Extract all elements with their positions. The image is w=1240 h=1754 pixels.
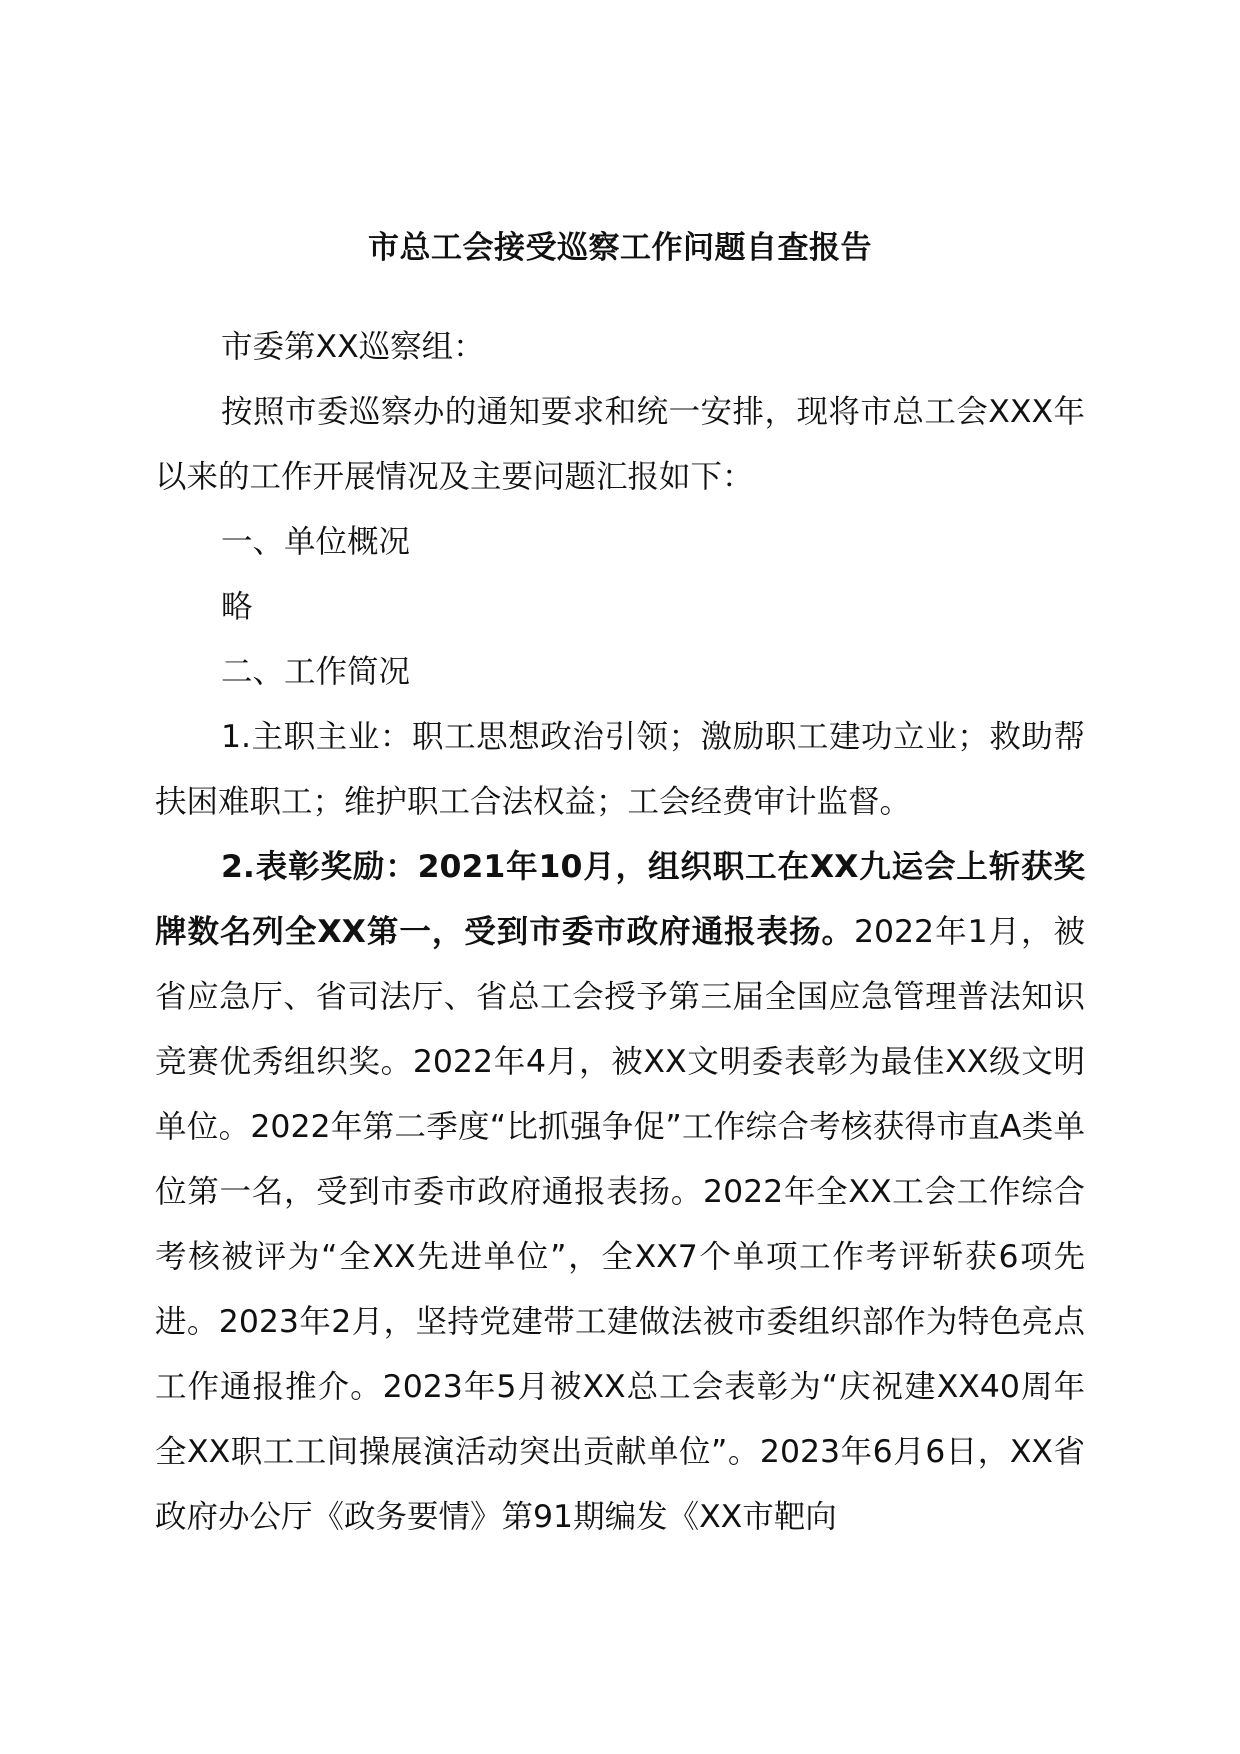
awards-text: 2022年1月，被省应急厅、省司法厅、省总工会授予第三届全国应急管理普法知识竞赛优秀组织奖。2022年4月，被XX文明委表彰为最佳XX级文明单位。2022年第二季度“比抓强争促”工作综合考核获得市直A类单位第一名，受到市委市政府通报表扬。2022年全XX工会工作综合考核被评为“全XX先进单位”，全XX7个单项工作考评斩获6项先进。2023年2月，坚持党建带工建做法被市委组织部作为特色亮点工作通报推介。2023年5月被XX总工会表彰为“庆祝建XX40周年全XX职工工间操展演活动突出贡献单位”。2023年6月6日，XX省政府办公厅《政务要情》第91期编发《XX市靶向 bbox=[155, 914, 1085, 1535]
intro-paragraph: 按照市委巡察办的通知要求和统一安排，现将市总工会XXX年以来的工作开展情况及主要问题汇报如下： bbox=[155, 394, 1085, 495]
item-awards bbox=[155, 835, 1085, 1550]
section-heading-work-summary: 二、工作简况 bbox=[221, 654, 411, 690]
document-body bbox=[155, 315, 1085, 1550]
document-title: 市总工会接受巡察工作问题自查报告 bbox=[368, 230, 872, 266]
item-main-duties: 1.主职主业：职工思想政治引领；激励职工建功立业；救助帮扶困难职工；维护职工合法权益；工会经费审计监督。 bbox=[155, 719, 1085, 820]
awards-lead-bold: 2.表彰奖励：2021年10月，组织职工在XX九运会上斩获奖牌数名列全XX第一，受到市委市政府通报表扬。 bbox=[155, 849, 1085, 950]
section-heading-overview: 一、单位概况 bbox=[221, 524, 411, 560]
section-body-omitted: 略 bbox=[221, 589, 253, 625]
salutation: 市委第XX巡察组： bbox=[221, 329, 485, 365]
